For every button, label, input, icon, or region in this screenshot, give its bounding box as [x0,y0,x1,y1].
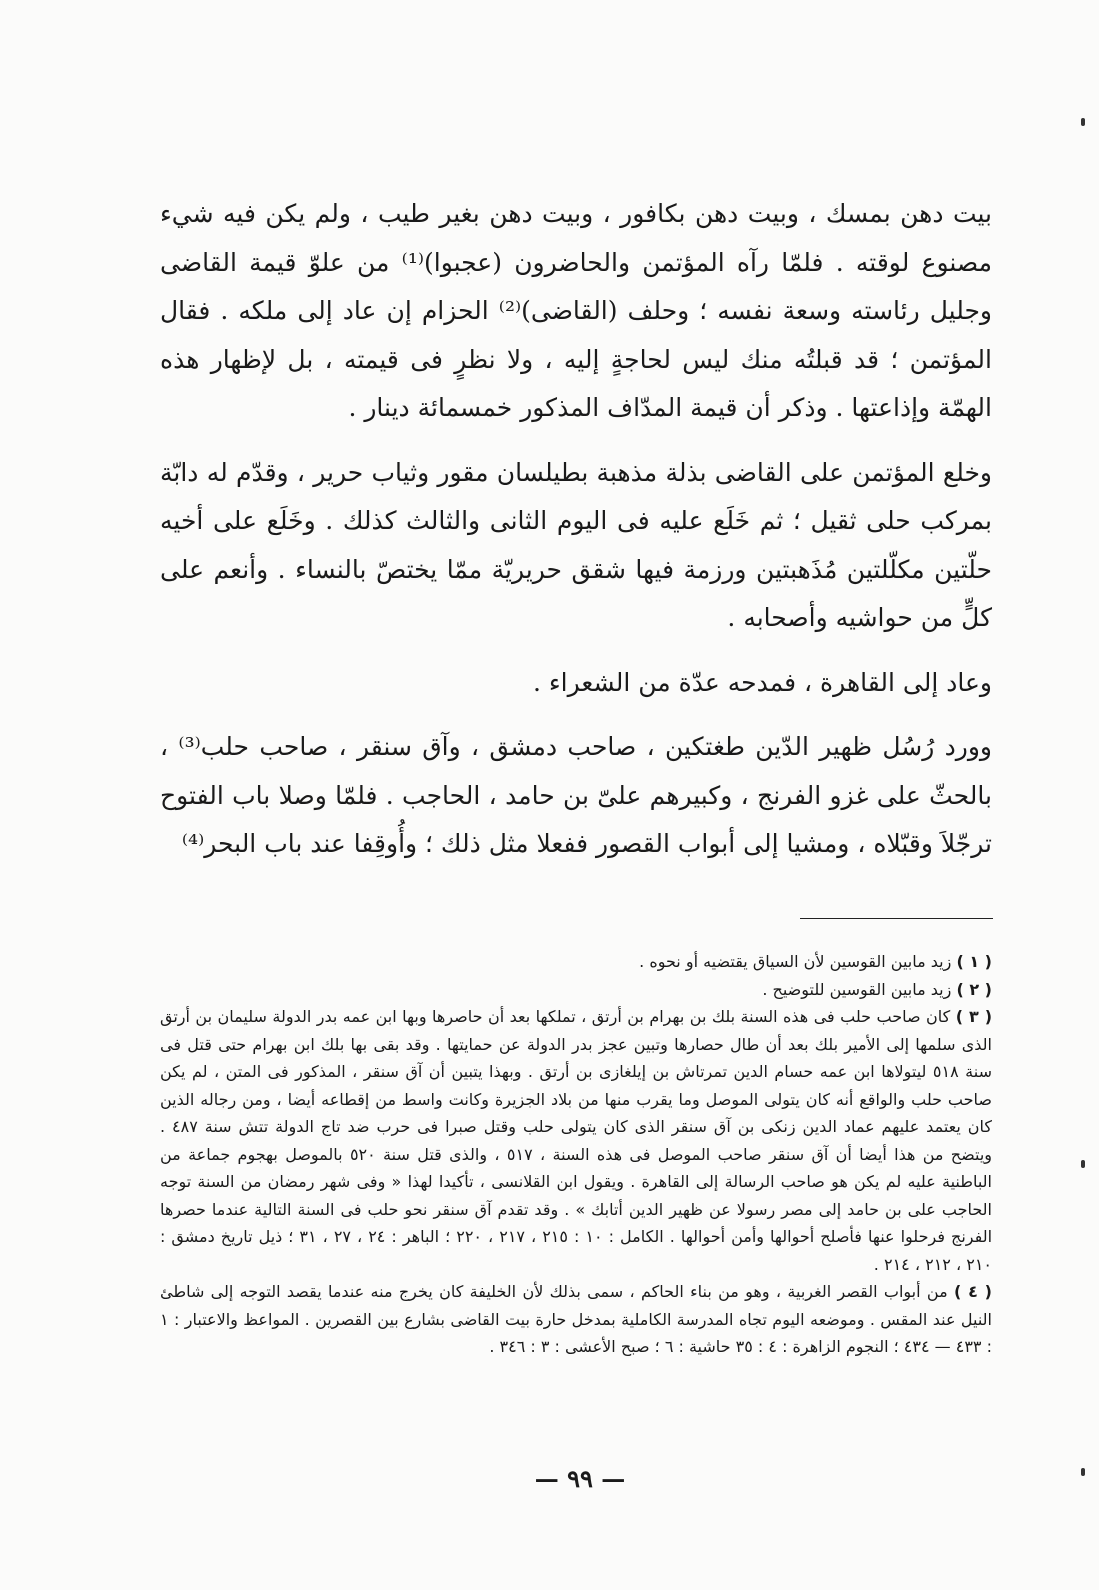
paragraph-3: وعاد إلى القاهرة ، فمدحه عدّة من الشعراء . [533,667,992,697]
scan-speck [1081,1468,1085,1476]
footnote-text: زيد مابين القوسين للتوضيح . [762,979,952,999]
paragraph-2: وخلع المؤتمن على القاضى بذلة مذهبة بطيلسان مقور وثياب حرير ، وقدّم له دابّة بمركب حلى ثقيل ؛ ثم خَلَع عليه فى اليوم الثانى والثالث كذلك . وخَلَع على أخيه حلّتين مكلّلتين مُذَهبتين ورزمة فيها شقق حريريّة ممّا يختصّ بالنساء . وأنعم على كلٍّ من حواشيه وأصحابه . [160,457,992,632]
footnote-1 [160,948,992,976]
footnote-text: زيد مابين القوسين لأن السياق يقتضيه أو نحوه . [639,952,952,971]
footnote-separator [800,918,993,919]
main-text [160,190,992,869]
footnote-text: من أبواب القصر الغربية ، وهو من بناء الحاكم ، سمى بذلك لأن الخليفة كان يخرج منه عندما يقصد التوجه إلى شاطئ النيل عند المقس . وموضعه اليوم تجاه المدرسة الكاملية بمدخل حارة بيت القاضى بشارع بين القصرين . المواعظ والاعتبار : ١ : ٤٣٣ — ٤٣٤ ؛ النجوم الزاهرة : ٤ : ٣٥ حاشية : ٦ ؛ صبح الأعشى : ٣ : ٣٤٦ . [160,1282,992,1356]
footnote-number: ( ٢ ) [956,979,992,999]
scan-speck [1081,118,1085,126]
footnotes [160,948,992,1361]
footnote-4 [160,1278,992,1361]
footnote-number: ( ١ ) [956,952,992,971]
footnote-number: ( ٤ ) [953,1282,992,1301]
paragraph-1: بيت دهن بمسك ، وبيت دهن بكافور ، وبيت دهن بغير طيب ، ولم يكن فيه شيء مصنوع لوقته . فلمّا رآه المؤتمن والحاضرون (عجبوا)⁽¹⁾ من علوّ قيمة القاضى وجليل رئاسته وسعة نفسه ؛ وحلف (القاضى)⁽²⁾ الحزام إن عاد إلى ملكه . فقال المؤتمن ؛ قد قبلتُه منك ليس لحاجةٍ إليه ، ولا نظرٍ فى قيمته ، بل لإظهار هذه الهمّة وإذاعتها . وذكر أن قيمة المدّاف المذكور خمسمائة دينار . [160,199,993,422]
footnote-number: ( ٣ ) [955,1007,993,1026]
footnote-text: كان صاحب حلب فى هذه السنة بلك بن بهرام بن أرتق ، تملكها بعد أن حاصرها وبها ابن عمه بدر الدولة سليمان بن أرتق الذى سلمها إلى الأمير بلك بعد أن طال حصارها وتبين عجز بدر الدولة عن حمايتها . وقد بقى بها بلك ابن بهرام حتى قتل فى سنة ٥١٨ ليتولاها ابن عمه حسام الدين تمرتاش بن إيلغازى بن أرتق . وبهذا يتبين أن آق سنقر ، المذكور فى المتن ، لم يكن صاحب حلب والواقع أنه كان يتولى الموصل وما يقرب منها من بلاد الجزيرة وكانت واسط من إقطاعه أيضا ، ومن رجاله الذين كان يعتمد عليهم عماد الدين زنكى بن آق سنقر الذى كان يتولى حلب وقتل صبرا فى حرب ضد تاج الدولة تتش سنة ٤٨٧ . ويتضح من هذا أيضا أن آق سنقر صاحب الموصل فى هذه السنة ، ٥١٧ ، والذى قتل سنة ٥٢٠ بالموصل بهجوم جماعة من الباطنية عليه لم يكن هو صاحب الرسالة إلى القاهرة . ويقول ابن القلانسى ، تأكيدا لهذا « وفى شهر رمضان من السنة توجه الحاجب على بن حامد إلى مصر رسولا عن ظهير الدين أتابك » . وقد تقدم آق سنقر نحو حلب فى السنة التالية عندما حصرها الفرنج فرحلوا عنها فأصلح أحوالها وأمن أحوالها . الكامل : ١٠ : ٢١٥ ، ٢١٧ ، ٢٢٠ ؛ الباهر : ٢٤ ، ٢٧ ، ٣١ ؛ ذيل تاريخ دمشق : ٢١٠ ، ٢١٢ ، ٢١٤ . [160,1007,993,1274]
paragraph-4: وورد رُسُل ظهير الدّين طغتكين ، صاحب دمشق ، وآق سنقر ، صاحب حلب⁽³⁾ ، بالحثّ على غزو الفرنج ، وكبيرهم علىّ بن حامد ، الحاجب . فلمّا وصلا باب الفتوح ترجّلاَ وقبّلاه ، ومشيا إلى أبواب القصور ففعلا مثل ذلك ؛ وأُوقِفا عند باب البحر⁽⁴⁾ [160,732,993,858]
footnote-2 [160,976,992,1004]
page-number: — ٩٩ — [534,1464,626,1493]
scan-speck [1081,1160,1085,1168]
footnote-3 [160,1003,992,1278]
